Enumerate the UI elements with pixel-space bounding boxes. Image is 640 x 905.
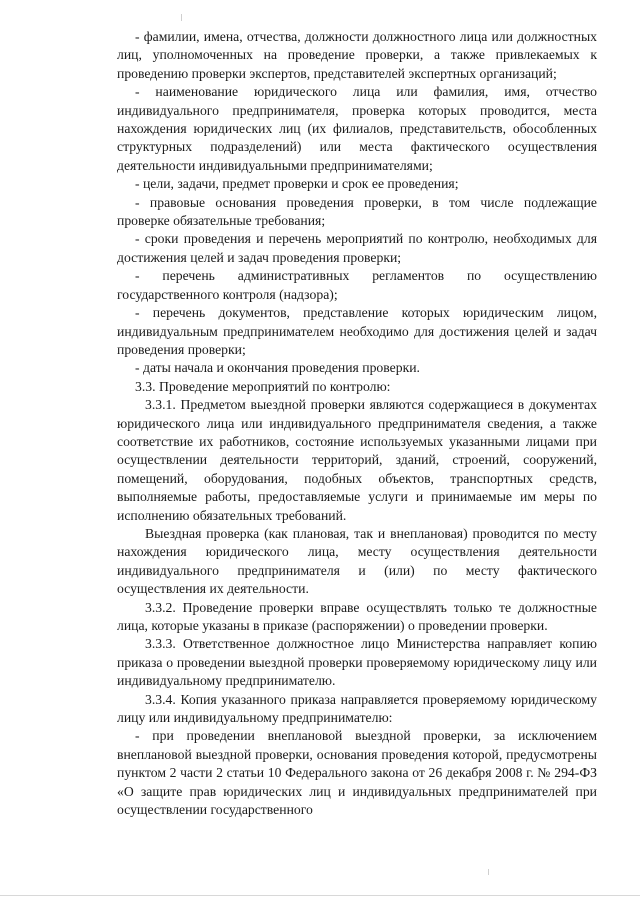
scan-speck-bottom <box>488 869 489 875</box>
scan-edge-line <box>0 895 640 896</box>
paragraph-officials: - фамилии, имена, отчества, должности должностного лица или должностных лиц, уполномоченных на проведение проверки, а также привлекаемых к проведению проверки экспертов, представителей экспертных организаций; <box>117 29 597 81</box>
paragraph-3-3-3: 3.3.3. Ответственное должностное лицо Министерства направляет копию приказа о проведении выездной проверки проверяемому юридическому лицу или индивидуальному предпринимателю. <box>117 636 597 689</box>
paragraph-legal-grounds: - правовые основания проведения проверки, в том числе подлежащие проверке обязательные требования; <box>117 194 597 229</box>
paragraph-entity-name: - наименование юридического лица или фамилия, имя, отчество индивидуального предпринимателя, проверка которых проводится, места нахождения юридических лиц (их филиалов, представительств, обособленных структурных подразделений) или места фактического осуществления деятельности индивидуальными предпринимателями; <box>117 84 597 173</box>
paragraph-3-3-4: 3.3.4. Копия указанного приказа направляется проверяемому юридическому лицу или индивидуальному предпринимателю: <box>117 691 597 726</box>
paragraph-unscheduled: - при проведении внеплановой выездной проверки, за исключением внеплановой выездной проверки, основания проведения которой, предусмотрены пунктом 2 части 2 статьи 10 Федерального закона от 26 декабря 2008 г. № 294-ФЗ «О защите прав юридических лиц и индивидуальных предпринимателей при осуществлении государственного <box>117 728 597 818</box>
paragraph-terms: - сроки проведения и перечень мероприятий по контролю, необходимых для достижения целей и задач проведения проверки; <box>117 231 597 265</box>
scan-speck-top <box>181 14 182 21</box>
paragraph-documents: - перечень документов, представление которых юридическим лицом, индивидуальным предпринимателем необходимо для достижения целей и задач проведения проверки; <box>117 305 597 357</box>
paragraph-field-inspection: Выездная проверка (как плановая, так и внеплановая) проводится по месту нахождения юридического лица, месту осуществления деятельности индивидуального предпринимателя и (или) по месту фактического осуществления их деятельности. <box>117 525 597 597</box>
paragraph-3-3-2: 3.3.2. Проведение проверки вправе осуществлять только те должностные лица, которые указаны в приказе (распоряжении) о проведении проверки. <box>117 599 597 633</box>
paragraph-dates: - даты начала и окончания проведения проверки. <box>135 360 420 376</box>
paragraph-3-3-1: 3.3.1. Предметом выездной проверки являются содержащиеся в документах юридического лица или индивидуального предпринимателя сведения, а также соответствие их работников, состояние используемых указанными лицами при осуществлении деятельности территорий, зданий, строений, сооружений, помещений, оборудования, подобных объектов, транспортных средств, выполняемые работы, предоставляемые услуги и принимаемые им меры по исполнению обязательных требований. <box>117 397 597 523</box>
section-heading-3-3: 3.3. Проведение мероприятий по контролю: <box>135 378 391 394</box>
paragraph-goals: - цели, задачи, предмет проверки и срок ее проведения; <box>135 176 459 192</box>
document-page <box>117 28 597 819</box>
paragraph-regulations: - перечень административных регламентов по осуществлению государственного контроля (надзора); <box>117 268 597 302</box>
